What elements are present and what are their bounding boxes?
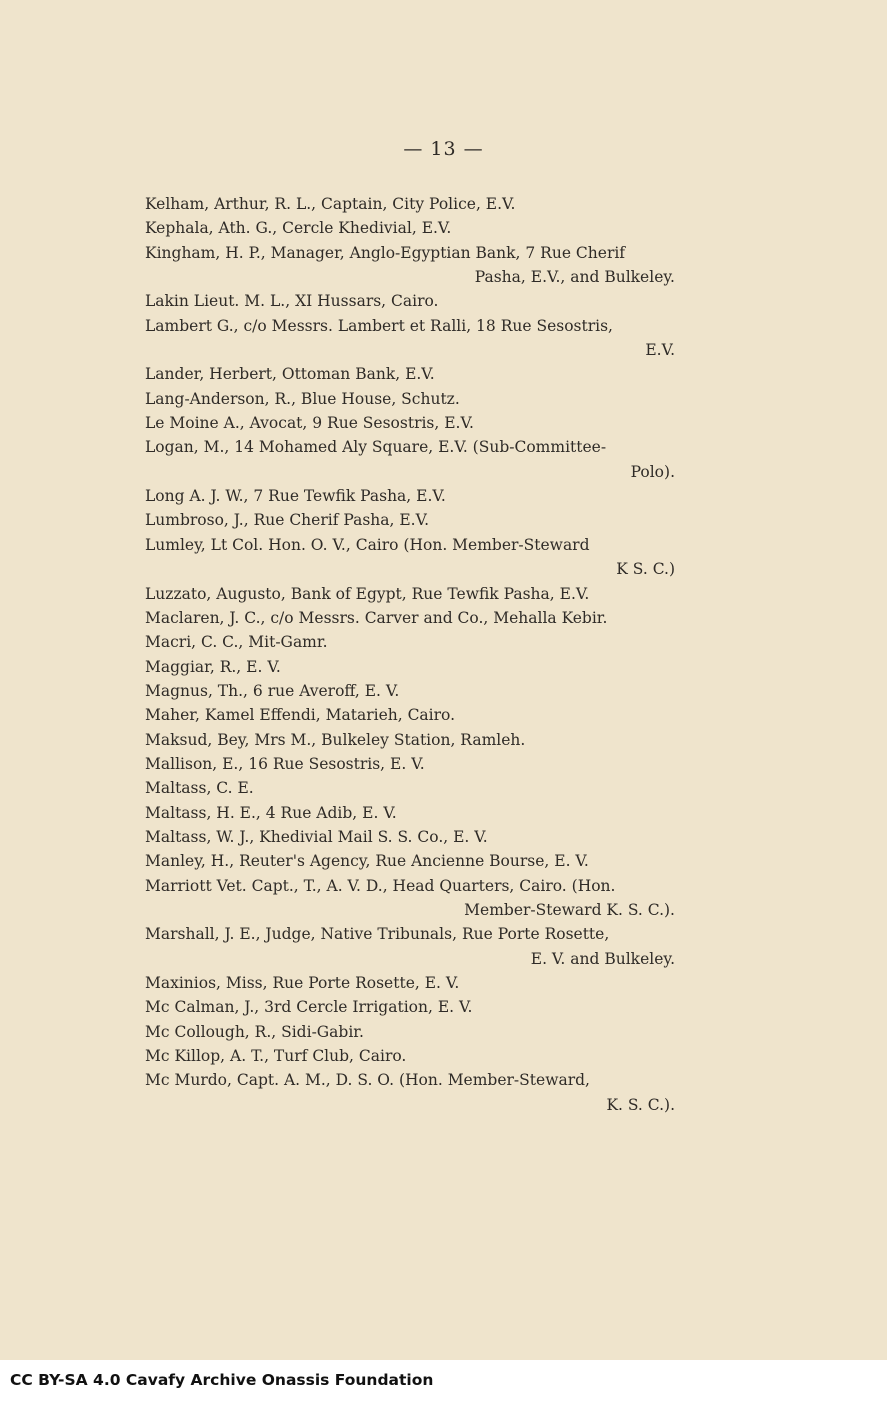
- entry-text: Marshall, J. E., Judge, Native Tribunals, Rue Porte Rosette,: [145, 925, 610, 944]
- entry-continuation: Polo).: [630, 462, 675, 481]
- entry-text: Magnus, Th., 6 rue Averoff, E. V.: [145, 681, 400, 700]
- list-entry: [145, 801, 675, 825]
- entry-text: Maxinios, Miss, Rue Porte Rosette, E. V.: [145, 974, 460, 992]
- list-entry: [145, 1044, 675, 1068]
- list-entry: [145, 874, 675, 923]
- entry-text: Maclaren, J. C., c/o Messrs. Carver and Co., Mehalla Kebir.: [145, 608, 608, 627]
- entry-text: Maltass, C. E.: [145, 779, 254, 798]
- entry-text: Logan, M., 14 Mohamed Aly Square, E.V. (Sub-Committee-: [145, 438, 607, 457]
- entry-text: Lambert G., c/o Messrs. Lambert et Ralli, 18 Rue Sesostris,: [145, 316, 613, 335]
- license-credit: CC BY-SA 4.0 Cavafy Archive Onassis Foundation: [10, 1371, 434, 1389]
- entry-text: Kingham, H. P., Manager, Anglo-Egyptian Bank, 7 Rue Cherif: [145, 243, 626, 262]
- list-entry: [145, 362, 675, 386]
- entry-text: Maltass, H. E., 4 Rue Adib, E. V.: [145, 803, 397, 822]
- entry-continuation: E. V. and Bulkeley.: [530, 949, 675, 968]
- list-entry: [145, 776, 675, 800]
- list-entry: [145, 435, 675, 484]
- list-entry: [145, 387, 675, 411]
- member-list: [145, 192, 675, 1117]
- list-entry: [145, 606, 675, 630]
- entry-continuation: Member-Steward K. S. C.).: [464, 900, 675, 919]
- list-entry: [145, 582, 675, 606]
- list-entry: [145, 630, 675, 654]
- list-entry: [145, 411, 675, 435]
- entry-text: Maltass, W. J., Khedivial Mail S. S. Co., E. V.: [145, 827, 488, 846]
- list-entry: [145, 971, 675, 995]
- list-entry: [145, 728, 675, 752]
- list-entry: [145, 849, 675, 873]
- entry-text: Lander, Herbert, Ottoman Bank, E.V.: [145, 365, 435, 384]
- list-entry: [145, 508, 675, 532]
- entry-text: Maksud, Bey, Mrs M., Bulkeley Station, Ramleh.: [145, 730, 526, 749]
- list-entry: [145, 192, 675, 216]
- entry-text: Long A. J. W., 7 Rue Tewfik Pasha, E.V.: [145, 487, 446, 506]
- list-entry: [145, 241, 675, 290]
- entry-text: Mc Killop, A. T., Turf Club, Cairo.: [145, 1047, 407, 1066]
- list-entry: [145, 1068, 675, 1117]
- entry-text: Luzzato, Augusto, Bank of Egypt, Rue Tewfik Pasha, E.V.: [145, 584, 590, 603]
- list-entry: [145, 484, 675, 508]
- list-entry: [145, 655, 675, 679]
- entry-text: Le Moine A., Avocat, 9 Rue Sesostris, E.V.: [145, 414, 474, 433]
- entry-text: Kelham, Arthur, R. L., Captain, City Police, E.V.: [145, 195, 516, 213]
- entry-text: Mc Collough, R., Sidi-Gabir.: [145, 1022, 364, 1041]
- entry-text: Mc Murdo, Capt. A. M., D. S. O. (Hon. Member-Steward,: [145, 1071, 590, 1090]
- page-number: — 13 —: [403, 138, 484, 160]
- entry-continuation: K S. C.): [616, 560, 675, 579]
- entry-continuation: Pasha, E.V., and Bulkeley.: [474, 268, 675, 287]
- list-entry: [145, 703, 675, 727]
- entry-text: Maggiar, R., E. V.: [145, 657, 281, 676]
- list-entry: [145, 922, 675, 971]
- list-entry: [145, 533, 675, 582]
- entry-text: Marriott Vet. Capt., T., A. V. D., Head Quarters, Cairo. (Hon.: [145, 876, 616, 895]
- entry-text: Mc Calman, J., 3rd Cercle Irrigation, E. V.: [145, 998, 473, 1017]
- list-entry: [145, 216, 675, 240]
- list-entry: [145, 679, 675, 703]
- entry-continuation: E.V.: [645, 341, 675, 360]
- list-entry: [145, 289, 675, 313]
- entry-text: Lumley, Lt Col. Hon. O. V., Cairo (Hon. Member-Steward: [145, 535, 590, 554]
- list-entry: [145, 314, 675, 363]
- entry-continuation: K. S. C.).: [606, 1095, 675, 1114]
- entry-text: Maher, Kamel Effendi, Matarieh, Cairo.: [145, 706, 456, 725]
- entry-text: Lakin Lieut. M. L., XI Hussars, Cairo.: [145, 292, 439, 311]
- list-entry: [145, 995, 675, 1019]
- entry-text: Macri, C. C., Mit-Gamr.: [145, 633, 328, 652]
- entry-text: Lang-Anderson, R., Blue House, Schutz.: [145, 389, 460, 408]
- entry-text: Kephala, Ath. G., Cercle Khedivial, E.V.: [145, 219, 452, 238]
- entry-text: Manley, H., Reuter's Agency, Rue Ancienne Bourse, E. V.: [145, 852, 589, 871]
- list-entry: [145, 825, 675, 849]
- list-entry: [145, 1020, 675, 1044]
- list-entry: [145, 752, 675, 776]
- entry-text: Lumbroso, J., Rue Cherif Pasha, E.V.: [145, 511, 430, 530]
- entry-text: Mallison, E., 16 Rue Sesostris, E. V.: [145, 754, 425, 773]
